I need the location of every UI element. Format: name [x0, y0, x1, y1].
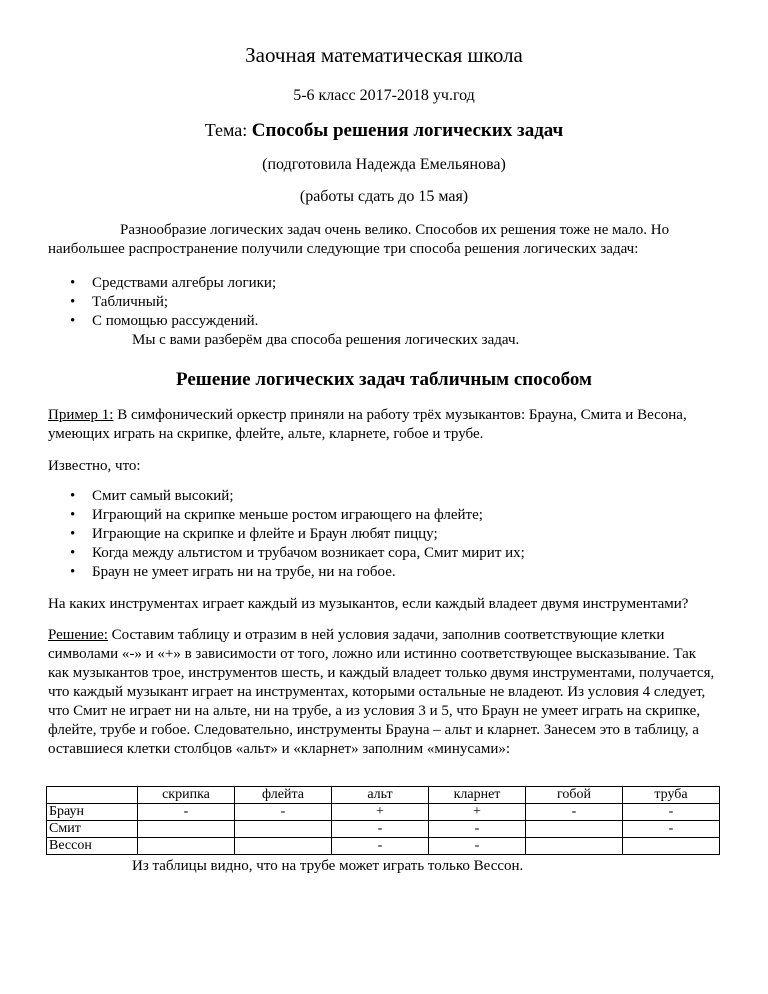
table-cell — [623, 838, 720, 855]
list-item: • Играющие на скрипке и флейте и Браун любят пиццу; — [48, 525, 718, 544]
example-paragraph — [48, 406, 720, 444]
table-cell: - — [429, 838, 526, 855]
table-cell: - — [235, 804, 332, 821]
table-row — [47, 838, 720, 855]
conclusion-text: Из таблицы видно, что на трубе может играть только Вессон. — [132, 858, 524, 874]
solution-text: Составим таблицу и отразим в ней условия задачи, заполнив соответствующие клетки символами «-» и «+» в зависимости от того, ложно или истинно соответствующее высказывание. Так как музыкантов трое, инструментов шесть, и каждый владеет только двумя инструментами, получается, что каждый музыкант играет на инструментах, которыми остальные не владеют. Из условия 4 следует, что Смит не играет ни на альте, ни на трубе, а из условия 3 и 5, что Браун не умеет играть на скрипке, флейте, трубе и гобое. Следовательно, инструменты Брауна – альт и кларнет. Занесем это в таблицу, а оставшиеся клетки столбцов «альт» и «кларнет» заполним «минусами»: — [48, 627, 715, 757]
list-item: • Играющий на скрипке меньше ростом играющего на флейте; — [48, 506, 718, 525]
list-item: • Когда между альтистом и трубачом возникает сора, Смит мирит их; — [48, 544, 718, 563]
known-label: Известно, что: — [48, 458, 141, 474]
row-name: Вессон — [47, 838, 138, 855]
table-cell: - — [138, 804, 235, 821]
table-cell: - — [526, 804, 623, 821]
author-line: (подготовила Надежда Емельянова) — [262, 156, 506, 173]
grade-year: 5-6 класс 2017-2018 уч.год — [293, 87, 475, 104]
table-cell: - — [332, 838, 429, 855]
table-row — [47, 804, 720, 821]
list-item: • Средствами алгебры логики; — [48, 274, 718, 293]
table-cell — [235, 838, 332, 855]
column-header: кларнет — [429, 787, 526, 804]
table-cell — [526, 821, 623, 838]
table-cell: + — [429, 804, 526, 821]
intro-paragraph: Разнообразие логических задач очень велико. Способов их решения тоже не мало. Но наибольшее распространение получили следующие три способа решения логических задач: — [48, 222, 670, 257]
methods-list — [48, 274, 718, 331]
column-header: скрипка — [138, 787, 235, 804]
question-paragraph: На каких инструментах играет каждый из музыкантов, если каждый владеет двумя инструментами? — [48, 596, 689, 612]
table-cell: - — [332, 821, 429, 838]
section-heading: Решение логических задач табличным способом — [175, 369, 592, 390]
table-cell — [235, 821, 332, 838]
list-item: • Смит самый высокий; — [48, 487, 718, 506]
row-name: Смит — [47, 821, 138, 838]
topic-line — [0, 118, 768, 143]
table-cell: + — [332, 804, 429, 821]
table-corner-cell — [47, 787, 138, 804]
column-header: альт — [332, 787, 429, 804]
row-name: Браун — [47, 804, 138, 821]
column-header: гобой — [526, 787, 623, 804]
column-header: труба — [623, 787, 720, 804]
table-cell — [138, 838, 235, 855]
example-text: В симфонический оркестр приняли на работу трёх музыкантов: Брауна, Смита и Весона, умеющих играть на скрипке, флейте, альте, кларнете, гобое и трубе. — [48, 407, 687, 442]
example-label: Пример 1: — [48, 407, 114, 423]
topic-title: Способы решения логических задач — [251, 120, 564, 141]
table-header-row — [47, 787, 720, 804]
list-item: • С помощью рассуждений. — [48, 312, 718, 331]
table-cell: - — [623, 804, 720, 821]
instruments-table — [46, 786, 720, 855]
deadline-line: (работы сдать до 15 мая) — [299, 188, 469, 205]
table-cell — [138, 821, 235, 838]
table-cell: - — [623, 821, 720, 838]
school-title: Заочная математическая школа — [245, 43, 523, 67]
solution-label: Решение: — [48, 627, 108, 643]
list-item: • Табличный; — [48, 293, 718, 312]
solution-paragraph — [48, 626, 720, 759]
table-cell: - — [429, 821, 526, 838]
column-header: флейта — [235, 787, 332, 804]
facts-list — [48, 487, 718, 582]
table-row — [47, 821, 720, 838]
list-item: • Браун не умеет играть ни на трубе, ни на гобое. — [48, 563, 718, 582]
topic-prefix: Тема: — [204, 120, 248, 140]
table-cell — [526, 838, 623, 855]
methods-note: Мы с вами разберём два способа решения логических задач. — [132, 332, 520, 348]
